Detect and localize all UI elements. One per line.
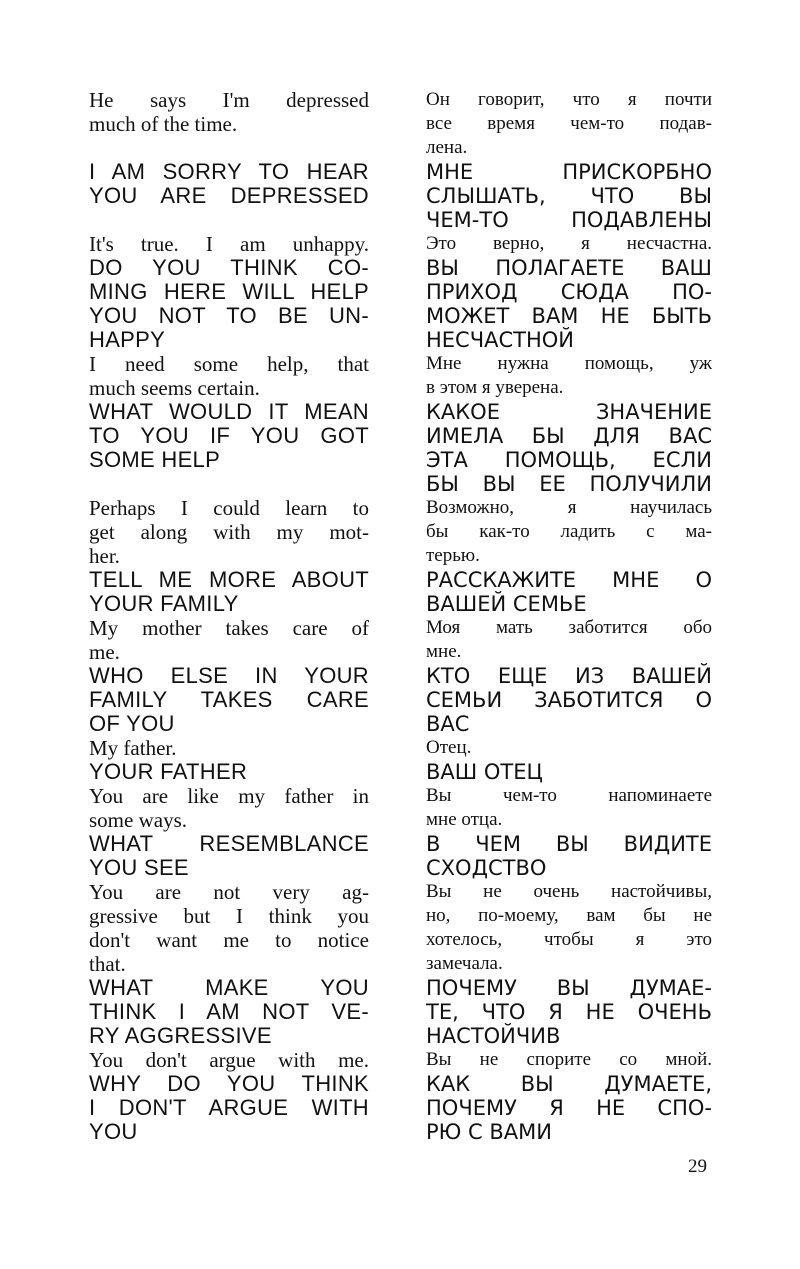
paragraph-gap [89,136,369,160]
computer-line: РАССКАЖИТЕ МНЕ О [426,568,712,592]
patient-line: My father. [89,736,177,760]
patient-line: замечала. [426,953,503,974]
computer-line: DO YOU THINK CO- [89,255,369,280]
russian-column [426,88,712,1144]
computer-line: I DON'T ARGUE WITH [89,1095,369,1120]
patient-line: gressive but I think you [89,904,369,928]
computer-line: FAMILY TAKES CARE [89,687,369,712]
computer-line: I AM SORRY TO HEAR [89,159,369,184]
patient-line: Вы не спорите со мной. [426,1049,712,1070]
computer-line: КАК ВЫ ДУМАЕТЕ, [426,1072,712,1096]
computer-line: YOUR FAMILY [89,591,239,616]
patient-line: Он говорит, что я почти [426,89,712,110]
computer-line: ПРИХОД СЮДА ПО- [426,280,712,304]
patient-line: но, по-моему, вам бы не [426,905,712,926]
computer-line: ИМЕЛА БЫ ДЛЯ ВАС [426,424,712,448]
computer-line: RY AGGRESSIVE [89,1023,272,1048]
computer-line: МНЕ ПРИСКОРБНО [426,160,712,184]
patient-line: her. [89,544,120,568]
patient-line: мне отца. [426,809,503,830]
patient-line: don't want me to notice [89,928,369,952]
computer-line: СЕМЬИ ЗАБОТИТСЯ О [426,688,712,712]
patient-line: в этом я уверена. [426,377,564,398]
computer-line: ВАШ ОТЕЦ [426,760,543,784]
computer-line: ВАШЕЙ СЕМЬЕ [426,592,587,616]
english-column [89,88,369,1144]
computer-line: TELL ME MORE ABOUT [89,567,369,592]
patient-line: me. [89,640,120,664]
patient-line: Perhaps I could learn to [89,496,369,520]
computer-line: БЫ ВЫ ЕЕ ПОЛУЧИЛИ [426,472,712,496]
patient-line: You are like my father in [89,784,369,808]
computer-line: OF YOU [89,711,175,736]
patient-line: Отец. [426,737,472,758]
patient-line: хотелось, чтобы я это [426,929,712,950]
patient-line: much of the time. [89,112,238,136]
computer-line: WHO ELSE IN YOUR [89,663,369,688]
computer-line: YOU NOT TO BE UN- [89,303,369,328]
patient-line: some ways. [89,808,187,832]
computer-line: СХОДСТВО [426,856,547,880]
computer-line: ЧЕМ-ТО ПОДАВЛЕНЫ [426,208,712,232]
computer-line: WHY DO YOU THINK [89,1071,369,1096]
computer-line: MING HERE WILL HELP [89,279,369,304]
computer-line: THINK I AM NOT VE- [89,999,369,1024]
patient-line: You are not very ag- [89,880,369,904]
computer-line: ТЕ, ЧТО Я НЕ ОЧЕНЬ [426,1000,712,1024]
computer-line: ПОЧЕМУ Я НЕ СПО- [426,1096,712,1120]
computer-line: НАСТОЙЧИВ [426,1024,561,1048]
computer-line: YOU ARE DEPRESSED [89,183,369,208]
computer-line: ВАС [426,712,470,736]
patient-line: My mother takes care of [89,616,369,640]
paragraph-gap [89,208,369,232]
patient-line: Это верно, я несчастна. [426,233,712,254]
computer-line: МОЖЕТ ВАМ НЕ БЫТЬ [426,304,712,328]
computer-line: КТО ЕЩЕ ИЗ ВАШЕЙ [426,664,712,688]
patient-line: Возможно, я научилась [426,497,712,518]
computer-line: HAPPY [89,327,166,352]
computer-line: WHAT WOULD IT MEAN [89,399,369,424]
page-number: 29 [688,1156,707,1177]
computer-line: WHAT RESEMBLANCE [89,831,369,856]
patient-line: мне. [426,641,462,662]
patient-line: I need some help, that [89,352,369,376]
patient-line: Мне нужна помощь, уж [426,353,712,374]
patient-line: Вы не очень настойчивы, [426,881,712,902]
patient-line: that. [89,952,126,976]
computer-line: СЛЫШАТЬ, ЧТО ВЫ [426,184,712,208]
patient-line: Вы чем-то напоминаете [426,785,712,806]
computer-line: ВЫ ПОЛАГАЕТЕ ВАШ [426,256,712,280]
patient-line: You don't argue with me. [89,1048,369,1072]
patient-line: get along with my mot- [89,520,369,544]
computer-line: КАКОЕ ЗНАЧЕНИЕ [426,400,712,424]
patient-line: бы как-то ладить с ма- [426,521,712,542]
patient-line: терью. [426,545,480,566]
computer-line: YOUR FATHER [89,759,248,784]
computer-line: ЭТА ПОМОЩЬ, ЕСЛИ [426,448,712,472]
paragraph-gap [89,472,369,496]
computer-line: НЕСЧАСТНОЙ [426,328,575,352]
patient-line: все время чем-то подав- [426,113,712,134]
computer-line: В ЧЕМ ВЫ ВИДИТЕ [426,832,712,856]
computer-line: TO YOU IF YOU GOT [89,423,369,448]
patient-line: much seems certain. [89,376,260,400]
patient-line: Моя мать заботится обо [426,617,712,638]
computer-line: YOU SEE [89,855,189,880]
patient-line: лена. [426,137,468,158]
computer-line: РЮ С ВАМИ [426,1120,552,1144]
patient-line: He says I'm depressed [89,88,369,112]
computer-line: ПОЧЕМУ ВЫ ДУМАЕ- [426,976,712,1000]
computer-line: WHAT MAKE YOU [89,975,369,1000]
computer-line: YOU [89,1119,138,1144]
patient-line: It's true. I am unhappy. [89,232,369,256]
computer-line: SOME HELP [89,447,221,472]
